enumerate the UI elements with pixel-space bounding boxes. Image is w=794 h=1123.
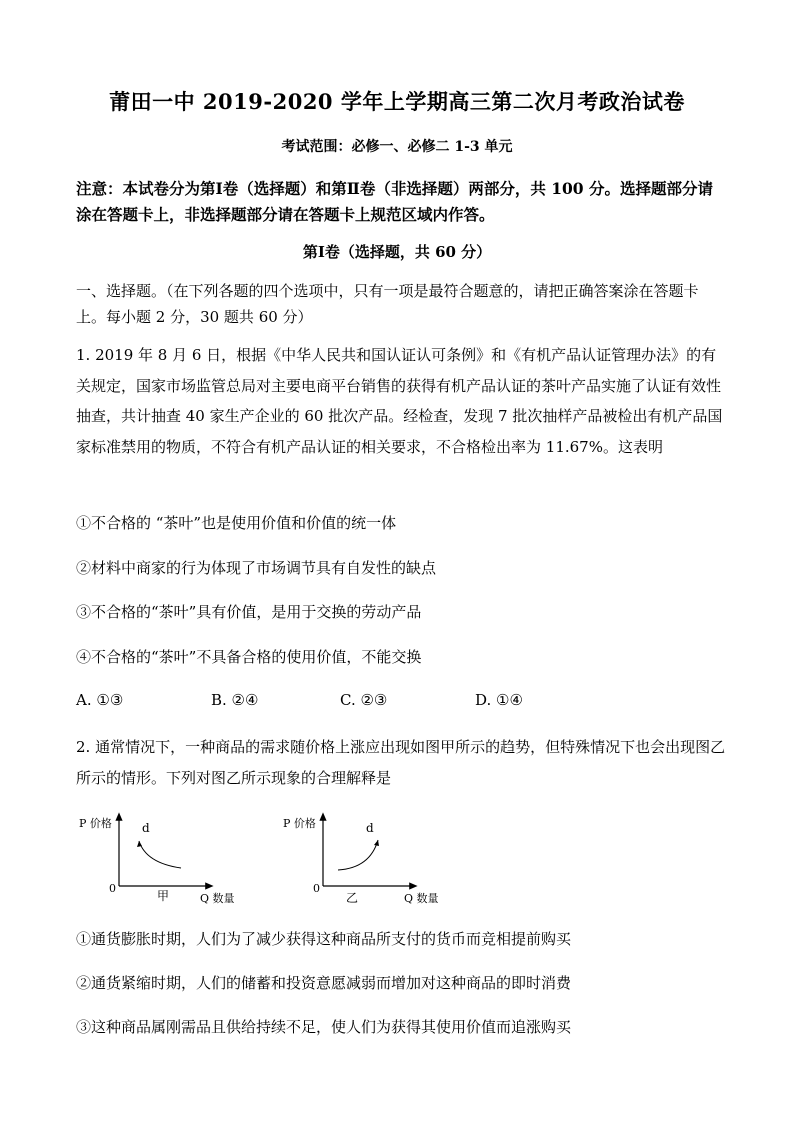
exam-title: 莆田一中 2019-2020 学年上学期高三第二次月考政治试卷 [109, 89, 685, 114]
question-2-stem: 2. 通常情况下，一种商品的需求随价格上涨应出现如图甲所示的趋势，但特殊情况下也会出现图乙所示的情形。下列对图乙所示现象的合理解释是 [76, 738, 726, 787]
question-2-statement-1: ①通货膨胀时期，人们为了减少获得这种商品所支付的货币而竞相提前购买 [76, 930, 572, 948]
graph-yi-name: 乙 [346, 891, 359, 905]
graph-yi-x-label: Q 数量 [404, 892, 439, 905]
graph-yi-y-label: P 价格 [283, 817, 316, 830]
question-1-statement-1: ①不合格的 “茶叶”也是使用价值和价值的统一体 [76, 514, 397, 532]
section-instruction: 一、选择题。（在下列各题的四个选项中，只有一项是最符合题意的，请把正确答案涂在答题卡上。每小题 2 分，30 题共 60 分） [76, 282, 699, 326]
question-1-option-b: B. ②④ [211, 691, 259, 709]
graph-jia-x-label: Q 数量 [200, 892, 235, 905]
graph-jia [76, 810, 235, 910]
graph-jia-origin: 0 [109, 882, 116, 895]
question-2-statement-3: ③这种商品属刚需品且供给持续不足，使人们为获得其使用价值而追涨购买 [76, 1018, 572, 1036]
graph-jia-name: 甲 [157, 889, 170, 903]
question-1-option-c: C. ②③ [340, 691, 388, 709]
exam-scope: 考试范围：必修一、必修二 1-3 单元 [281, 139, 513, 155]
graph-jia-curve-label: d [142, 821, 150, 835]
question-1-option-d: D. ①④ [475, 691, 523, 709]
graph-jia-demand-curve [139, 841, 181, 868]
question-1-statement-3: ③不合格的“茶叶”具有价值，是用于交换的劳动产品 [76, 603, 422, 621]
question-2-statement-2: ②通货紧缩时期，人们的储蓄和投资意愿减弱而增加对这种商品的即时消费 [76, 974, 572, 992]
graph-yi-curve-label: d [366, 821, 374, 835]
question-1-stem: 1. 2019 年 8 月 6 日，根据《中华人民共和国认证认可条例》和《有机产品认证管理办法》的有关规定，国家市场监管总局对主要电商平台销售的获得有机产品认证的茶叶产品实施了认证有效性抽查，共计抽查 40 家生产企业的 60 批次产品。经检查，发现 7 批次抽样产品被检出有机产品国家标准禁用的物质，不符合有机产品认证的相关要求，不合格检出率为 11.67%。这表明 [76, 346, 723, 456]
graph-yi-demand-curve [338, 840, 378, 870]
question-1-statement-2: ②材料中商家的行为体现了市场调节具有自发性的缺点 [76, 559, 437, 577]
graph-yi [280, 810, 440, 910]
exam-notice: 注意：本试卷分为第Ⅰ卷（选择题）和第Ⅱ卷（非选择题）两部分，共 100 分。选择题部分请涂在答题卡上，非选择题部分请在答题卡上规范区域内作答。 [76, 179, 713, 224]
graph-yi-origin: 0 [313, 882, 320, 895]
graph-jia-y-label: P 价格 [79, 817, 112, 830]
question-1-option-a: A. ①③ [76, 691, 124, 709]
question-1-statement-4: ④不合格的“茶叶”不具备合格的使用价值，不能交换 [76, 648, 422, 666]
section-title: 第Ⅰ卷（选择题，共 60 分） [302, 243, 492, 261]
